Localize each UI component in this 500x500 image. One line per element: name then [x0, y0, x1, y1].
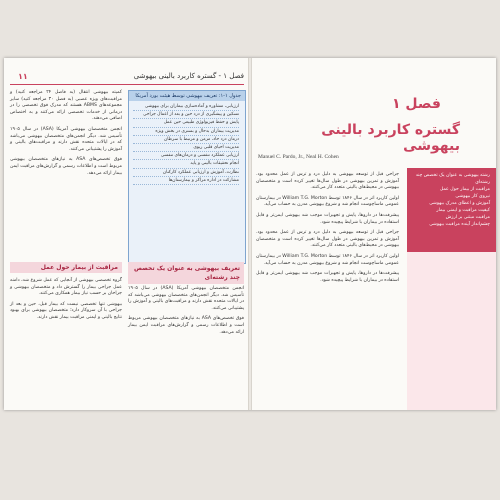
- outline-item: رشته بیهوشی به عنوان یک تخصص چند رشته‌ای: [415, 173, 490, 185]
- list-item: ارزیابی عملکرد تنفسی و درمان‌های تنفسی: [133, 152, 239, 160]
- chapter-outline-box: [407, 168, 496, 252]
- list-item: مدیریت احیای قلبی ریوی: [133, 144, 239, 152]
- list-item: انجام تحقیقات بالینی و پایه: [133, 160, 239, 168]
- paragraph: گروه تخصصی بیهوشی از آنجایی که عمل شروع شد، دامنه عمل جراحی بیمار را گسترش داد و متخصصان بیهوشی و جراحان بر حسب نیاز بیمار همکاری می‌کنند.: [10, 278, 122, 297]
- paragraph: اولین کاربرد اتر در سال ۱۸۴۶ توسط William T.G. Morton در بیمارستان عمومی ماساچوست انجام شد و شروع بیهوشی مدرن به حساب می‌آید.: [256, 253, 399, 266]
- right-body-column: [256, 172, 399, 288]
- paragraph: جراحی قبل از توسعه بیهوشی به دلیل درد و ترس از عمل محدود بود. آموزش و تمرین بیهوشی در طول سال‌ها تغییر کرده است و متخصصان بیهوشی در محیط‌های بالینی متعدد کار می‌کنند.: [256, 230, 399, 249]
- chapter-number: فصل ۱: [392, 96, 441, 112]
- list-item: مدیریت بیماران بدحال و بستری در بخش ویژه: [133, 128, 239, 136]
- list-item: ارزیابی، مشاوره و آماده‌سازی بیماران برای بیهوشی: [133, 103, 239, 111]
- left-column-a-bottom: [10, 278, 122, 326]
- outline-item: مراقبت از بیمار حول عمل: [439, 187, 490, 192]
- chapter-title: گستره کاربرد بالینی بیهوشی: [321, 122, 460, 154]
- running-head-text: فصل ۱ - گستره کاربرد بالینی بیهوشی: [133, 72, 244, 80]
- paragraph: پیشرفت‌ها در داروها، پایش و تجهیزات موجب شد بیهوشی ایمن‌تر و قابل استفاده در بیماران با شرایط پیچیده شود.: [256, 271, 399, 283]
- outline-item: نیروی کار بیهوشی: [455, 194, 490, 199]
- left-running-head: [10, 72, 244, 85]
- definition-table-box: [128, 90, 246, 264]
- outline-item: چشم‌انداز آینده مراقبت بیهوشی: [429, 222, 490, 227]
- section-heading: تعریف بیهوشی به عنوان یک تخصص چند رشته‌ای: [128, 262, 244, 284]
- section-heading: مراقبت از بیمار حول عمل: [10, 262, 122, 273]
- table-list: [133, 103, 239, 185]
- paragraph: انجمن متخصصان بیهوشی آمریکا (ASA) در سال ۱۹۰۵ تأسیس شد. دیگر انجمن‌های متخصصان بیهوشی می‌باشد که در ایالات متحده نقش دارند و مراقبت‌های بالینی و آموزش را پشتیبانی می‌کنند.: [128, 286, 244, 311]
- book-gutter: [248, 58, 252, 410]
- left-column-b: [128, 286, 244, 340]
- paragraph: انجمن متخصصان بیهوشی آمریکا (ASA) در سال ۱۹۰۵ تأسیس شد. دیگر انجمن‌های متخصصان بیهوشی می‌باشد که در ایالات متحده نقش دارند و مراقبت‌های بالینی و آموزش را پشتیبانی می‌کنند.: [10, 126, 122, 152]
- list-item: تسکین و پیشگیری از درد حین و بعد از اعمال جراحی: [133, 111, 239, 119]
- paragraph: کمیته بیهوشی انتقال (به فاصل ۲۴ مراجعه کنید) و مراقبت‌های ویژه عصبی (به فصل ۳۰ مراجعه کنید) سایر مجموعه‌های ABMS هستند که مدرک فوق تخصصی را در درمانی از خدمات تخصصی ارائه می‌کنند و به اختصاص اضافی می‌دهند.: [10, 90, 122, 122]
- chapter-outline-list: [411, 172, 490, 228]
- list-item: درمان درد حاد، مزمن و مرتبط با سرطان: [133, 136, 239, 144]
- paragraph: جراحی قبل از توسعه بیهوشی به دلیل درد و ترس از عمل محدود بود. آموزش و تمرین بیهوشی در طول سال‌ها تغییر کرده است و متخصصان بیهوشی در محیط‌های بالینی متعدد کار می‌کنند.: [256, 172, 399, 191]
- right-margin-band: [407, 252, 496, 410]
- list-item: نظارت، آموزش و ارزیابی عملکرد کارکنان: [133, 169, 239, 177]
- paragraph: اولین کاربرد اتر در سال ۱۸۴۶ توسط William T.G. Morton در بیمارستان عمومی ماساچوست انجام شد و شروع بیهوشی مدرن به حساب می‌آید.: [256, 195, 399, 208]
- left-column-a: [10, 90, 122, 181]
- list-item: پایش و حفظ فیزیولوژی طبیعی حین عمل: [133, 119, 239, 127]
- paragraph: بیهوشی تنها تخصصی نیست که بیمار قبل، حین و بعد از جراحی با آن سروکار دارد؛ متخصصان بیهوشی برای بهبود نتایج بالینی و ایمنی مراقبت بیمار نقش دارند.: [10, 301, 122, 320]
- page-number: ۱۱: [18, 72, 28, 81]
- outline-item: کیفیت مراقبت و ایمنی بیمار: [436, 208, 490, 213]
- paragraph: پیشرفت‌ها در داروها، پایش و تجهیزات موجب شد بیهوشی ایمن‌تر و قابل استفاده در بیماران با شرایط پیچیده شود.: [256, 212, 399, 225]
- paragraph: فوق تخصص‌های ASA به نیازهای متخصصان بیهوشی مربوط است و اطلاعات رسمی و گزارش‌های مراقبت ایمن بیمار ارائه می‌دهد.: [10, 157, 122, 176]
- table-title: جدول ۱-۱: تعریف بیهوشی توسط هیئت بورد آمریکا: [129, 91, 245, 101]
- outline-item: مراقبت مبتنی بر ارزش: [445, 215, 490, 220]
- outline-item: آموزش و اعطای مدرک بیهوشی: [429, 201, 490, 206]
- list-item: مشارکت در اداره مراکز و بیمارستان‌ها: [133, 177, 239, 185]
- paragraph: فوق تخصص‌های ASA به نیازهای متخصصان بیهوشی مربوط است و اطلاعات رسمی و گزارش‌های مراقبت ایمن بیمار ارائه می‌دهد.: [128, 316, 244, 335]
- chapter-authors: Manuel C. Pardo, Jr., Neal H. Cohen: [258, 154, 339, 160]
